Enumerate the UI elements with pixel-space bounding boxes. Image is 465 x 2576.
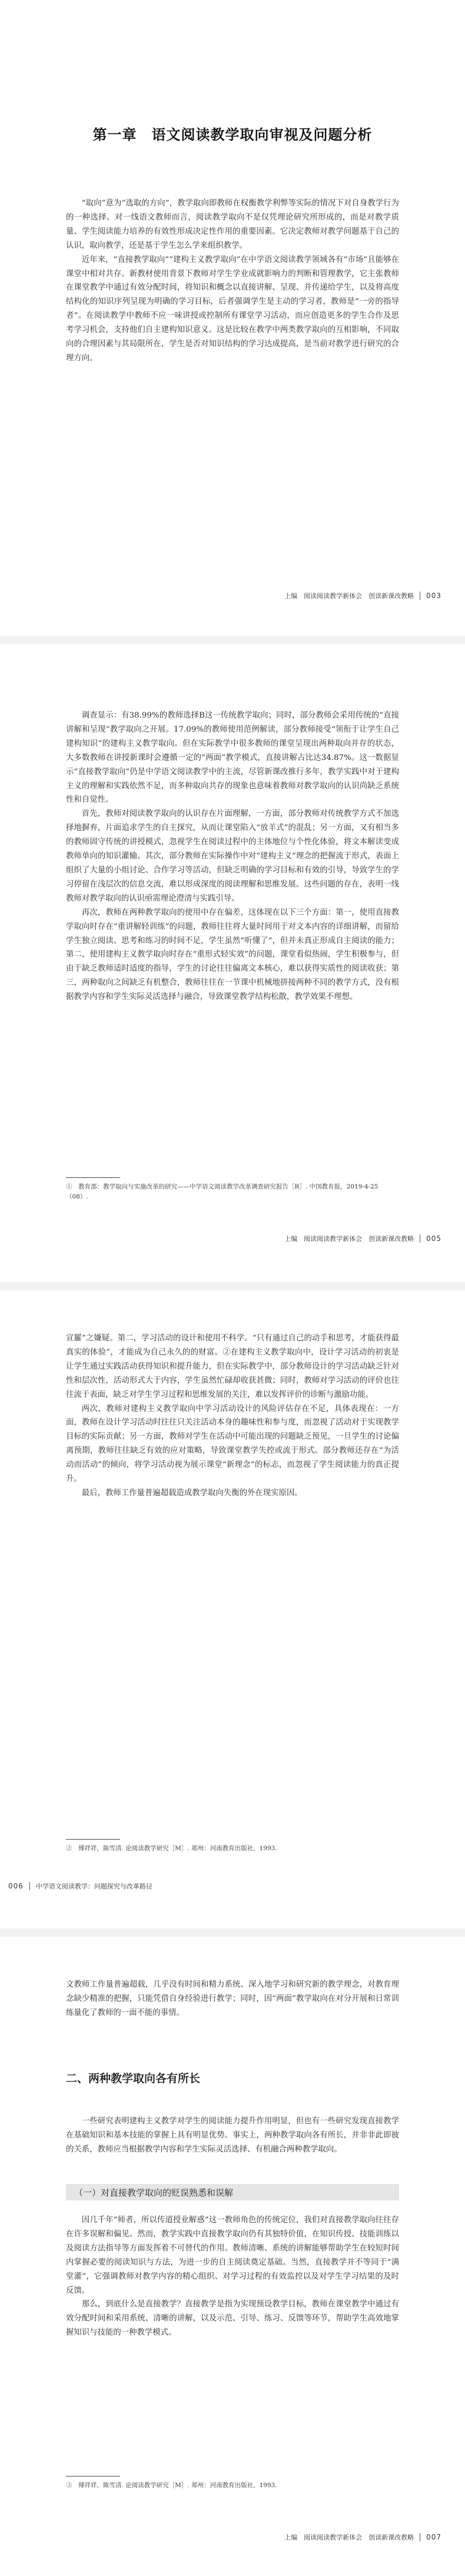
paragraph: 最后，教师工作量普遍超载造成教学取向失衡的外在现实原因。: [81, 1488, 303, 1498]
paragraph: 那么，到底什么是直接教学？直接教学是指为实现预设教学目标，教师在课堂教学中通过有效分配时间和采用系统、清晰的讲解，以及示范、引导、练习、反馈等环节，帮助学生高效地掌握知识与技能的一种教学模式。: [66, 2300, 399, 2338]
footnote: ② 傅祥祥，陈雪清. 论阅读教学研究［M］. 郑州：河南教育出版社，1993.: [66, 1845, 277, 1852]
page-number: 007: [426, 2533, 441, 2541]
paragraph: 再次，教师在两种教学取向的使用中存在偏差，这体现在以下三个方面：第一，使用直接教学取向时存在“重讲解轻训练”的问题，教师往往将大量时间用于对文本内容的详细讲解，而留给学生独立阅读、思考和练习的时间不足，学生虽然“听懂了”，但并未真正形成自主阅读的能力；第二，使用建构主义教学取向时存在“重形式轻实效”的问题，课堂看似热闹，学生积极参与，但由于缺乏教师适时适度的指导，学生的讨论往往偏离文本核心，难以获得实质性的阅读收获；第三，两种取向之间缺乏有机整合，教师往往在一节课中机械地拼接两种不同的教学方式，没有根据教学内容和学生实际灵活选择与融合，导致课堂教学结构松散，教学效果不理想。: [66, 908, 399, 1002]
page-number: 005: [426, 1234, 441, 1243]
running-footer: [8, 1881, 152, 1891]
footer-divider: [29, 1882, 30, 1890]
footnote: ① 教育部：教学取向与实施改革的研究——中学语文阅读教学改革调查研究报告［R］. 中国教育报，2019-4-25（08）.: [66, 1183, 378, 1200]
running-footer: [284, 1234, 441, 1243]
paragraph: 因几千年“师者，所以传道授业解惑”这一教师角色的传统定位，我们对直接教学取向往往存在许多误解和偏见。然而，教学实践中直接教学取向仍有其独特价值，在知识传授、技能训练以及阅读方法指导等方面发挥着不可替代的作用。教师清晰、系统的讲解能够帮助学生在较短时间内掌握必要的阅读知识与方法，为进一步的自主阅读奠定基础。当然，直接教学并不等同于“满堂灌”，它强调教师对教学内容的精心组织、对学习过程的有效监控以及对学生学习结果的及时反馈。: [66, 2216, 399, 2295]
sub-heading: （一）对直接教学取向的贬误熟悉和误解: [66, 2184, 399, 2200]
page2-body: [66, 709, 399, 1004]
running-head: 中学语文阅读教学：问题探究与改革路径: [35, 1883, 152, 1890]
page-number: 006: [8, 1882, 24, 1890]
page4-intro: [66, 1978, 399, 2020]
page1-body: [66, 197, 399, 366]
paragraph: 宣羅”之嫌疑。第二，学习活动的设计和使用不科学。“只有通过自己的动手和思考，才能获得最真实的体验”，才能成为自己永久的的财富。②在建构主义教学取向中，设计学习活动的初衷是让学生通过实践活动获得知识和提升能力，但在实际教学中，部分教师设计的学习活动缺乏针对性和层次性，活动形式大于内容，学生虽然忙碌却收获甚微；同时，教师对学习活动的评价也往往流于表面，缺乏对学生学习过程和思维发展的关注，难以发挥评价的诊断与激励功能。: [66, 1334, 399, 1399]
paragraph: “取向”意为“选取的方向”，教学取向即教师在权衡教学利弊等实际的情况下对自身教学行为的一种选择。对一线语文教师而言，阅读教学取向不是仅凭理论研究所形成的，而是对教学质量、学生阅读能力培养的有效性形成决定性作用的重要因素。它决定教师对教学问题基于自己的认识，取向教学，还是基于学生怎么学来组织教学。: [66, 199, 399, 250]
paragraph: 一些研究表明建构主义教学对学生的阅读能力提升作用明显，但也有一些研究发现直接教学在基础知识和基本技能的掌握上具有明显优势。事实上，两种教学取向各有所长，并非非此即彼的关系，教师应当根据教学内容和学生实际灵活选择、有机融合两种教学取向。: [66, 2117, 399, 2154]
paragraph: 首先，教师对阅读教学取向的认识存在片面理解，一方面，部分教师对传统教学方式不加选择地摒弃，片面追求学生的自主探究，从而让课堂陷入“放羊式”的混乱；另一方面，又有相当多的教师固守传统的讲授模式，忽视学生在阅读过程中的主体地位与个性化体验，将文本解读变成教师单向的知识灌输。其次，部分教师在实际操作中对“建构主义”理念的把握流于形式，表面上组织了大量的小组讨论、合作学习等活动，但缺乏明确的学习目标和有效的引导，导致学生的学习停留在浅层次的信息交流，难以形成深度的阅读理解和思维发展。这些问题的存在，表明一线教师对教学取向的认识亟需理论澄清与实践引导。: [66, 809, 399, 903]
section-heading: 二、两种教学取向各有所长: [66, 2072, 201, 2085]
footnote-rule: [66, 1839, 120, 1840]
running-head: 上编 阅读阅读教学新体会 创读新课改教略: [284, 592, 414, 600]
page-003: [0, 0, 465, 636]
page-number: 003: [426, 592, 441, 600]
running-footer: [284, 591, 441, 600]
page3-body: [66, 1332, 399, 1501]
running-head: 上编 阅读阅读教学新体会 创读新课改教略: [284, 1235, 414, 1243]
page4-section-intro: [66, 2114, 399, 2157]
page-005: [0, 644, 465, 1282]
running-footer: [284, 2532, 441, 2542]
running-head: 上编 阅读阅读教学新体会 创读新课改教略: [284, 2534, 414, 2541]
page-006: [0, 1290, 465, 1928]
paragraph: 近年来，“直接教学取向”“建构主义教学取向”在中学语文阅读教学领域各有“市场”且能够在课堂中相对共存。新教材使用背景下教师对学生学业成就影响力的判断和管理教学，它主张教师在课堂教学中通过有效分配时间，将知识和概念以直接讲解、呈现、并传递给学生，以及将高度结构化的知识序列呈现为明确的学习目标，后者强调学生是主动的学习者，教师是“一旁的指导者”。在阅读教学中教师不应一味讲授或控制所有课堂学习活动，而应创造更多的学生合作及思考学习机会，支持他们自主建构知识意义。这是比较在教学中两类教学取向的互相影响，不同取向的合理因素与其局限所在，学生是否对知识结构的学习达成提高，是当前对教学进行研究的合理方向。: [66, 255, 399, 363]
chapter-title: 第一章 语文阅读教学取向审视及问题分析: [92, 127, 373, 143]
footnote-rule: [66, 1177, 120, 1178]
paragraph: 调查显示：有38.99%的教师选择B这一传统教学取向；同时，部分教师会采用传统的“直接讲解和呈现”教学取向之开展。17.09%的教师使用范例解读，部分教师接受“领衔于让学生自己建构知识”的建构主义教学取向。但在实际教学中很多教师的课堂呈现出两种取向并存的状态，大多数教师在讲授新课时会遵循一定的“两面”教学模式，直接讲解占比达34.87%。这一数据显示“直接教学取向”仍是中学语文阅读教学中的主流，尽管新课改推行多年，教学实践中对于建构主义的理解和实践依然不足，而多种取向共存的现象也意味着教师对教学取向的认识尚缺乏系统性和自觉性。: [66, 711, 399, 805]
page-007: [0, 1937, 465, 2576]
footnote: ③ 傅祥祥，陈雪清. 论阅读教学研究［M］. 郑州：河南教育出版社，1993.: [66, 2482, 277, 2489]
page4-body: [66, 2213, 399, 2340]
paragraph: 文教师工作量普遍超载，几乎没有时间和精力系统、深入地学习和研究新的教学理念，对教育理念缺少精准的把握，只能凭借自身经验进行教学；同时，因“两面”教学取向在对分开展和日常训练量化了教师的一面不能的事情。: [66, 1980, 399, 2017]
footnote-rule: [66, 2476, 120, 2477]
paragraph: 两次，教师对建构主义教学取向中学习活动设计的风险评估存在不足，具体表现在：一方面，教师在设计学习活动时往往只关注活动本身的趣味性和参与度，而忽视了活动对于实现教学目标的实际贡献；另一方面，教师对学生在活动中可能出现的问题缺乏预见，一旦学生的讨论偏离预期，教师往往缺乏有效的应对策略，导致课堂教学失控或流于形式。部分教师还存在“为活动而活动”的倾向，将学习活动视为展示课堂“新理念”的标志，而忽视了学生阅读能力的真正提升。: [66, 1404, 399, 1484]
